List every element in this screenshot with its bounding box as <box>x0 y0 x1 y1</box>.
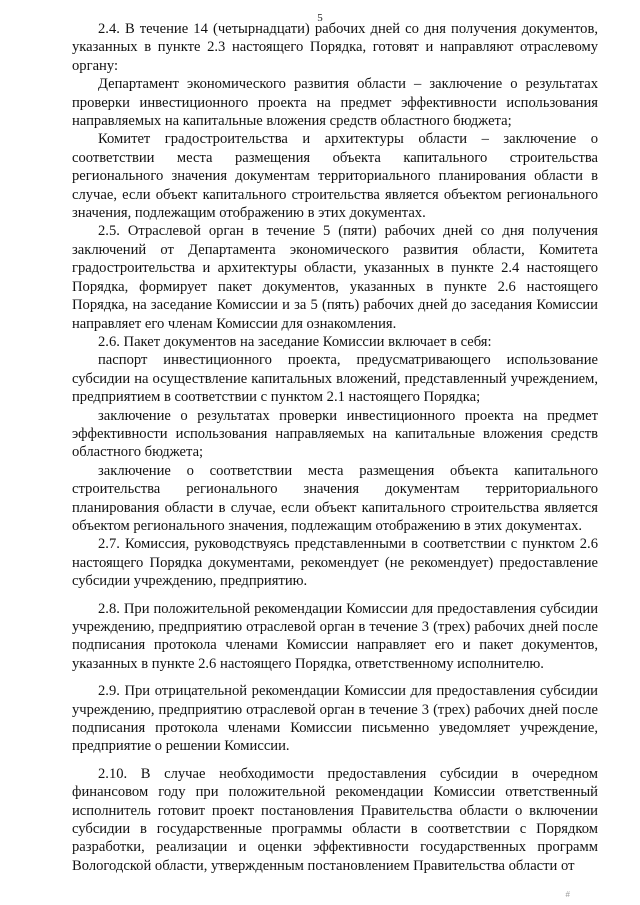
paragraph-2-9: 2.9. При отрицательной рекомендации Комиссии для предоставления субсидии учреждению, предприятию отраслевой орган в течение 3 (трех) рабочих дней после подписания протокола членами Комиссии письменно уведомляет учреждение, предприятие о решении Комиссии. <box>72 683 598 755</box>
paragraph-2-7: 2.7. Комиссия, руководствуясь представленными в соответствии с пунктом 2.6 настоящего Порядка документами, рекомендует (не рекомендует) предоставление субсидии учреждению, предприятию. <box>72 536 598 590</box>
paragraph-2-6-efficiency-conclusion: заключение о результатах проверки инвестиционного проекта на предмет эффективности использования направляемых на капитальные вложения средств областного бюджета; <box>72 407 598 461</box>
page-number: 5 <box>317 12 323 24</box>
corner-mark: # <box>565 890 570 899</box>
paragraph-2-6: 2.6. Пакет документов на заседание Комиссии включает в себя: <box>98 333 492 350</box>
paragraph-2-4-economic-dept: Департамент экономического развития области – заключение о результатах проверки инвестиционного проекта на предмет эффективности использования направляемых на капитальные вложения средств областного бюджета; <box>72 76 598 130</box>
paragraph-2-5: 2.5. Отраслевой орган в течение 5 (пяти) рабочих дней со дня получения заключений от Департамента экономического развития области, Комитета градостроительства и архитектуры области, указанных в пункте 2.4 настоящего Порядка, формирует пакет документов, указанных в пункте 2.6 настоящего Порядка, на заседание Комиссии и за 5 (пять) рабочих дней до заседания Комиссии направляет его членам Комиссии для ознакомления. <box>72 223 598 332</box>
paragraph-2-4: 2.4. В течение 14 (четырнадцати) рабочих дней со дня получения документов, указанных в пункте 2.3 настоящего Порядка, готовят и направляют отраслевому органу: <box>72 21 598 74</box>
paragraph-2-10: 2.10. В случае необходимости предоставления субсидии в очередном финансовом году при положительной рекомендации Комиссии ответственный исполнитель готовит проект постановления Правительства области о включении субсидии в государственные программы области в соответствии с Порядком разработки, реализации и оценки эффективности государственных программ Вологодской области, утвержденным постановлением Правительства области от <box>72 765 598 874</box>
paragraph-2-4-urban-committee: Комитет градостроительства и архитектуры области – заключение о соответствии места размещения объекта капитального строительства регионального значения документам территориального планирования области в случае, если объект капитального строительства является объектом регионального значения, подлежащим отображению в этих документах. <box>72 131 598 222</box>
paragraph-2-6-passport: паспорт инвестиционного проекта, предусматривающего использование субсидии на осуществление капитальных вложений, представленный учреждением, предприятием в соответствии с пунктом 2.1 настоящего Порядка; <box>72 352 598 406</box>
document-body <box>72 20 598 875</box>
paragraph-2-8: 2.8. При положительной рекомендации Комиссии для предоставления субсидии учреждению, предприятию отраслевой орган в течение 3 (трех) рабочих дней после подписания протокола членами Комиссии направляет его и пакет документов, указанных в пункте 2.6 настоящего Порядка, ответственному исполнителю. <box>72 600 598 672</box>
paragraph-2-6-placement-conclusion: заключение о соответствии места размещения объекта капитального строительства регионального значения документам территориального планирования области в случае, если объект капитального строительства является объектом регионального значения, подлежащим отображению в этих документах. <box>72 462 598 534</box>
